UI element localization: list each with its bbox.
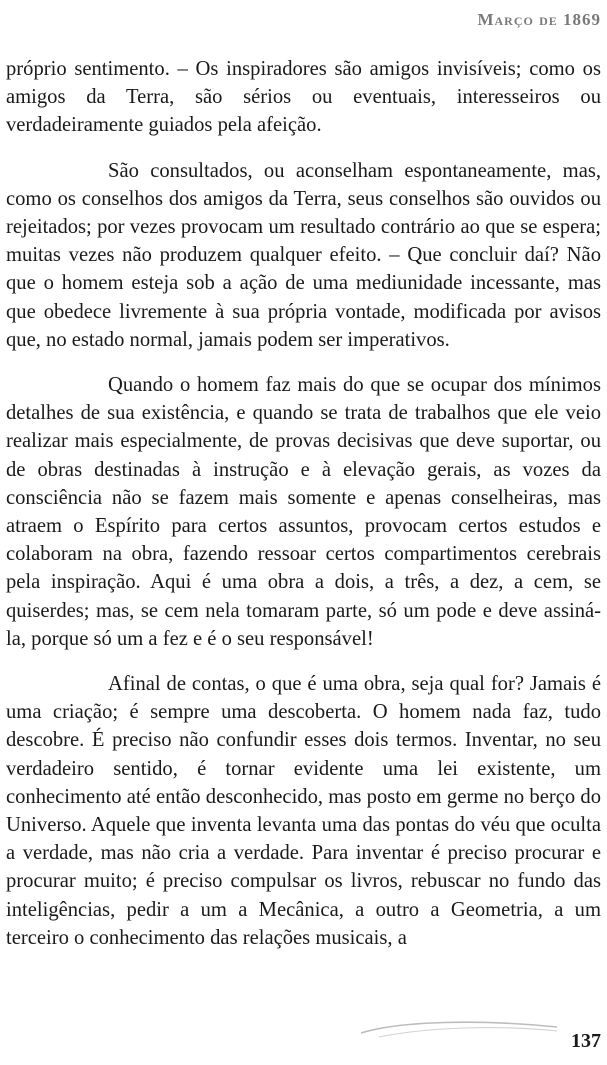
paragraph-3: Quando o homem faz mais do que se ocupar dos mínimos detalhes de sua existência, e quando se trata de trabalhos que ele veio realizar mais especialmente, de provas decisivas que deve suportar, ou de obras destinadas à instrução e à elevação gerais, as vozes da consciência não se fazem mais somente e apenas conselheiras, mas atraem o Espírito para certos assuntos, provocam certos estudos e colaboram na obra, fazendo ressoar certos compartimentos cerebrais pela inspiração. Aqui é uma obra a dois, a três, a dez, a cem, se quiserdes; mas, se cem nela tomaram parte, só um pode e deve assiná-la, porque só um a fez e é o seu responsável! [6,374,601,650]
page-number: 137 [571,1030,601,1052]
running-header: Março de 1869 [477,10,601,29]
paragraph-4: Afinal de contas, o que é uma obra, seja qual for? Jamais é uma criação; é sempre uma descoberta. O homem nada faz, tudo descobre. É preciso não confundir esses dois termos. Inventar, no seu verdadeiro sentido, é tornar evidente uma lei existente, um conhecimento até então desconhecido, mas posto em germe no berço do Universo. Aquele que inventa levanta uma das pontas do véu que oculta a verdade, mas não cria a verdade. Para inventar é preciso procurar e procurar muito; é preciso compulsar os livros, rebuscar no fundo das inteligências, pedir a um a Mecânica, a outro a Geometria, a um terceiro o conhecimento das relações musicais, a [6,673,601,949]
paragraph-2: São consultados, ou aconselham espontaneamente, mas, como os conselhos dos amigos da Terra, seus conselhos são ouvidos ou rejeitados; por vezes provocam um resultado contrário ao que se espera; muitas vezes não produzem qualquer efeito. – Que concluir daí? Não que o homem esteja sob a ação de uma mediunidade incessante, mas que obedece livremente à sua própria vontade, modificada por avisos que, no estado normal, jamais podem ser imperativos. [6,159,601,351]
paragraph-1: próprio sentimento. – Os inspiradores são amigos invisíveis; como os amigos da Terra, são sérios ou eventuais, interesseiros ou verdadeiramente guiados pela afeição. [6,58,601,137]
folio-swash-ornament [359,1017,559,1041]
body-text [6,55,601,969]
